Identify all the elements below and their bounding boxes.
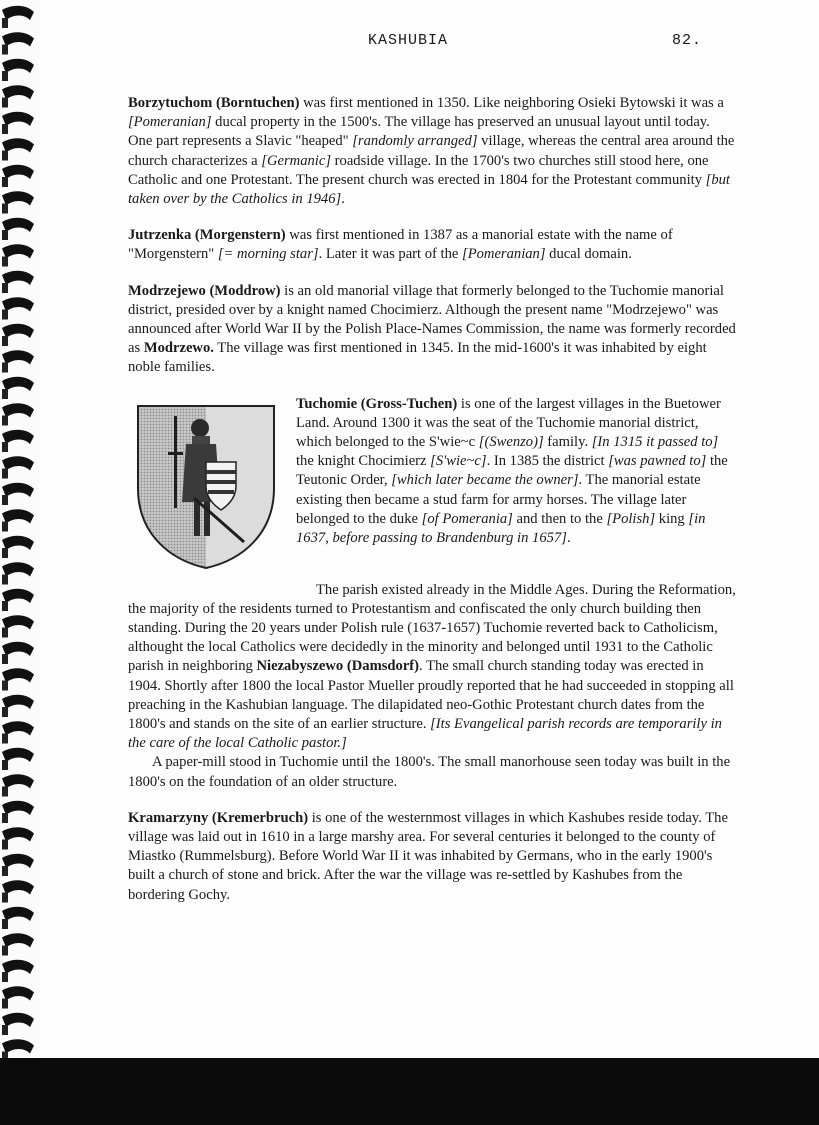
binding-coil xyxy=(2,880,34,902)
text-span: the knight Chocimierz xyxy=(296,453,431,470)
scan-shadow-bar xyxy=(0,1058,819,1125)
text-span: ducal domain. xyxy=(545,246,632,263)
place-name: Kramarzyny (Kremerbruch) xyxy=(128,809,309,826)
binding-coil xyxy=(2,165,34,187)
text-span: family. xyxy=(543,434,592,451)
binding-coil xyxy=(2,668,34,690)
text-span: . Later it was part of the xyxy=(318,246,463,263)
text-span: king xyxy=(655,510,689,527)
text-span: was first mentioned in 1350. Like neighboring Osieki Bytowski it was a xyxy=(299,95,724,111)
binding-coil xyxy=(2,85,34,107)
text-span: . In 1385 the district xyxy=(486,453,609,470)
binding-coil xyxy=(2,721,34,743)
editorial-note: [Pomeranian] xyxy=(462,246,546,263)
binding-coil xyxy=(2,244,34,266)
binding-coil xyxy=(2,562,34,584)
text-span: is one of the westernmost villages in which Kashubes reside today. The village was laid out in 1610 in a large marshy area. For several centuries it belonged to the county of Miastko (Rummelsburg). Before World War II it was inhabited by Germans, who in the early 1900's built a church of stone and brick. After the war the village was re-settled by Kashubes from the bordering Gochy. xyxy=(128,809,728,903)
binding-coil xyxy=(2,854,34,876)
binding-coil xyxy=(2,191,34,213)
binding-coil xyxy=(2,536,34,558)
binding-coil xyxy=(2,748,34,770)
binding-coil xyxy=(2,509,34,531)
page-title: KASHUBIA xyxy=(368,32,449,49)
text-span: roadside village. In the 1700's two churches still stood here, one Catholic and one Protestant. The present church was erected in 1804 for the Protestant community xyxy=(128,152,709,188)
binding-coil xyxy=(2,615,34,637)
binding-coil xyxy=(2,403,34,425)
paragraph-tuchomie-mill xyxy=(128,753,736,791)
binding-coil xyxy=(2,1013,34,1035)
place-name: Tuchomie (Gross-Tuchen) xyxy=(296,395,458,412)
editorial-note: [Polish] xyxy=(606,510,656,527)
binding-coil xyxy=(2,430,34,452)
editorial-note: [In 1315 it passed to] xyxy=(591,434,719,451)
binding-coil xyxy=(2,350,34,372)
binding-coil xyxy=(2,695,34,717)
binding-coil xyxy=(2,297,34,319)
text-span: . The manorial estate existing then became a stud farm for army horses. The village later belonged to the duke xyxy=(296,472,701,527)
place-name: Niezabyszewo (Damsdorf) xyxy=(256,658,420,675)
binding-coil xyxy=(2,6,34,28)
binding-coil xyxy=(2,483,34,505)
editorial-note: [Pomeranian] xyxy=(128,114,212,131)
text-span: . The small church standing today was erected in 1904. Shortly after 1800 the local Pastor Mueller proudly reported that he had succeeded in stopping all preaching in the Kashubian language. The dilapidated neo-Gothic Protestant church dates from the 1800's and stands on the site of an earlier structure. xyxy=(128,658,734,733)
text-span: the Teutonic Order, xyxy=(296,453,728,489)
binding-coil xyxy=(2,377,34,399)
editorial-note: [of Pomerania] xyxy=(421,510,513,527)
page-number: 82. xyxy=(672,32,703,49)
text-span: . xyxy=(341,191,345,208)
text-span: and then to the xyxy=(512,510,607,527)
text-span: is one of the largest villages in the Buetower Land. Around 1300 it was the seat of the Tuchomie manorial district, which belonged to the S'wie~c xyxy=(296,395,721,451)
text-span: village, whereas the central area around the church characterizes a xyxy=(128,133,735,169)
place-name: Jutrzenka (Morgenstern) xyxy=(128,227,286,244)
binding-coil xyxy=(2,774,34,796)
spiral-binding-icon xyxy=(0,0,40,1060)
text-span: . xyxy=(566,530,571,547)
page-content xyxy=(128,94,736,922)
text-span: ducal property in the 1500's. The village has preserved an unusual layout until today. One part represents a Slavic "heaped" xyxy=(128,114,710,150)
place-name: Modrzewo. xyxy=(143,340,214,357)
binding-coil xyxy=(2,933,34,955)
text-span: The parish existed already in the Middle Ages. During the Reformation, the majority of the residents turned to Protestantism and confiscated the only church building then standing. During the 20 years under Polish rule (1637-1657) Tuchomie reverted back to Catholicism, althought the local Catholics were decidedly in the minority and belonged until 1931 to the Catholic parish in neighboring xyxy=(128,581,736,675)
editorial-note: [S'wie~c] xyxy=(430,453,487,470)
binding-coil xyxy=(2,827,34,849)
page-header xyxy=(0,32,819,52)
editorial-note: [which later became the owner] xyxy=(391,472,579,489)
editorial-note: [randomly arranged] xyxy=(352,133,478,150)
binding-coil xyxy=(2,59,34,81)
binding-coil xyxy=(2,642,34,664)
paragraph-borzytuchom xyxy=(128,94,736,209)
editorial-note: [Its Evangelical parish records are temporarily in the care of the local Catholic pastor.] xyxy=(128,716,722,752)
place-name: Borzytuchom (Borntuchen) xyxy=(128,95,300,111)
binding-coil xyxy=(2,324,34,346)
editorial-note: [in 1637, before passing to Brandenburg in 1657] xyxy=(296,510,706,547)
binding-coil xyxy=(2,589,34,611)
text-span: is an old manorial village that formerly belonged to the Tuchomie manorial district, presided over by a knight named Chocimierz. Although the present name "Modrzejewo" was announced after World War II by the Polish Place-Names Commission, the name was formerly recorded as xyxy=(128,282,736,357)
binding-coil xyxy=(2,456,34,478)
editorial-note: [was pawned to] xyxy=(608,453,707,470)
binding-coil xyxy=(2,1039,34,1060)
paragraph-jutrzenka xyxy=(128,226,736,264)
binding-coil xyxy=(2,138,34,160)
binding-coil xyxy=(2,218,34,240)
text-span: A paper-mill stood in Tuchomie until the 1800's. The small manorhouse seen today was built in the 1800's on the foundation of an older structure. xyxy=(128,754,731,790)
spiral-binding xyxy=(0,0,40,1060)
coat-of-arms-icon xyxy=(134,402,278,570)
tuchomie-paragraph xyxy=(296,395,736,549)
editorial-note: [= morning star] xyxy=(217,246,319,263)
binding-coil xyxy=(2,907,34,929)
binding-coil xyxy=(2,801,34,823)
binding-coil xyxy=(2,960,34,982)
editorial-note: [but taken over by the Catholics in 1946] xyxy=(128,171,730,208)
binding-coil xyxy=(2,986,34,1008)
text-span: was first mentioned in 1387 as a manorial estate with the name of "Morgenstern" xyxy=(128,227,673,263)
tuchomie-section xyxy=(128,395,736,581)
editorial-note: [(Swenzo)] xyxy=(478,434,544,451)
binding-coil xyxy=(2,112,34,134)
place-name: Modrzejewo (Moddrow) xyxy=(128,282,281,299)
paragraph-tuchomie-parish xyxy=(128,581,736,754)
text-span: The village was first mentioned in 1345. In the mid-1600's it was inhabited by eight noble families. xyxy=(128,340,707,376)
editorial-note: [Germanic] xyxy=(261,152,332,169)
paragraph-kramarzyny xyxy=(128,809,736,905)
binding-coil xyxy=(2,271,34,293)
paragraph-modrzejewo xyxy=(128,282,736,378)
